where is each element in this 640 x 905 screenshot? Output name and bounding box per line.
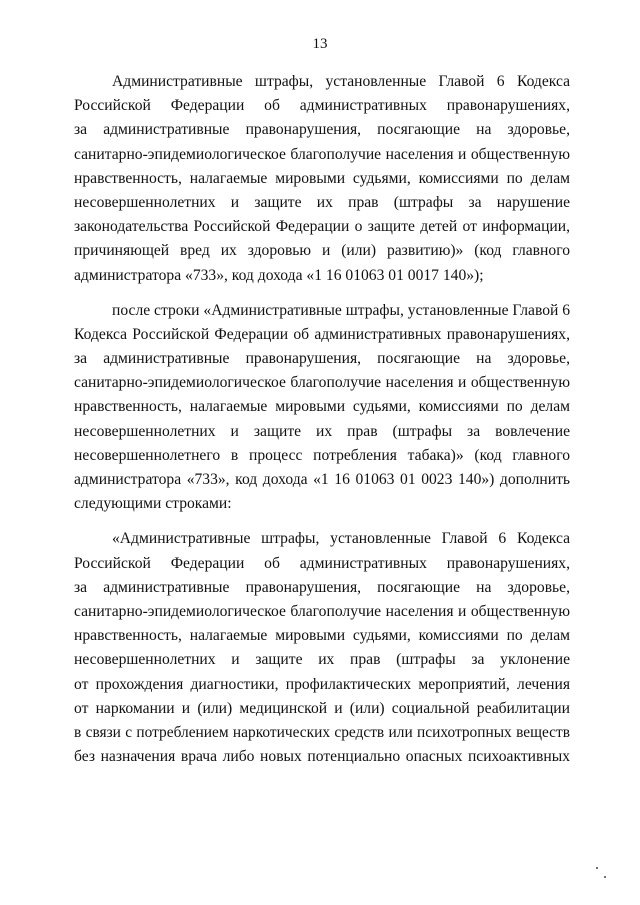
text-line: несовершеннолетних и защите их прав (штрафы за вовлечение xyxy=(74,422,570,440)
text-line: следующими строками: xyxy=(74,495,232,513)
text-line: Российской Федерации об административных правонарушениях, xyxy=(74,97,570,115)
text-line: санитарно-эпидемиологическое благополучие населения и общественную xyxy=(74,145,570,163)
paragraph-2 xyxy=(74,299,570,517)
text-line: Кодекса Российской Федерации об административных правонарушениях, xyxy=(74,325,570,343)
text-line: после строки «Административные штрафы, установленные Главой 6 xyxy=(112,301,571,319)
text-line: несовершеннолетних и защите их прав (штрафы за уклонение xyxy=(74,651,570,669)
text-line: в связи с потреблением наркотических средств или психотропных веществ xyxy=(74,723,570,741)
text-line: нравственность, налагаемые мировыми судьями, комиссиями по делам xyxy=(74,169,570,187)
text-line: санитарно-эпидемиологическое благополучие населения и общественную xyxy=(74,374,570,392)
text-line: законодательства Российской Федерации о защите детей от информации, xyxy=(74,218,570,236)
text-line: нравственность, налагаемые мировыми судьями, комиссиями по делам xyxy=(74,398,570,416)
text-line: санитарно-эпидемиологическое благополучие населения и общественную xyxy=(74,602,570,620)
text-line: от прохождения диагностики, профилактических мероприятий, лечения xyxy=(74,675,570,693)
text-line: Российской Федерации об административных правонарушениях, xyxy=(74,554,570,572)
scan-speck xyxy=(596,867,598,869)
text-line: несовершеннолетнего в процесс потребления табака)» (код главного xyxy=(74,446,570,464)
text-line: без назначения врача либо новых потенциально опасных психоактивных xyxy=(74,748,570,766)
text-line: «Административные штрафы, установленные Главой 6 Кодекса xyxy=(112,530,570,548)
text-line: Административные штрафы, установленные Главой 6 Кодекса xyxy=(112,73,570,90)
scan-speck xyxy=(604,876,606,878)
text-line: нравственность, налагаемые мировыми судьями, комиссиями по делам xyxy=(74,627,570,645)
paragraph-3 xyxy=(74,527,570,769)
document-body xyxy=(74,70,570,769)
text-line: несовершеннолетних и защите их прав (штрафы за нарушение xyxy=(74,193,570,211)
text-line: администратора «733», код дохода «1 16 01063 01 0017 140»); xyxy=(74,266,484,284)
text-line: за административные правонарушения, посягающие на здоровье, xyxy=(74,578,570,596)
text-line: за административные правонарушения, посягающие на здоровье, xyxy=(74,350,570,368)
text-line: от наркомании и (или) медицинской и (или) социальной реабилитации xyxy=(74,699,570,717)
text-line: причиняющей вред их здоровью и (или) развитию)» (код главного xyxy=(74,242,570,260)
text-line: за административные правонарушения, посягающие на здоровье, xyxy=(74,121,570,139)
page-number: 13 xyxy=(312,36,328,52)
paragraph-1 xyxy=(74,70,570,288)
text-line: администратора «733», код дохода «1 16 01063 01 0023 140») дополнить xyxy=(74,471,570,488)
